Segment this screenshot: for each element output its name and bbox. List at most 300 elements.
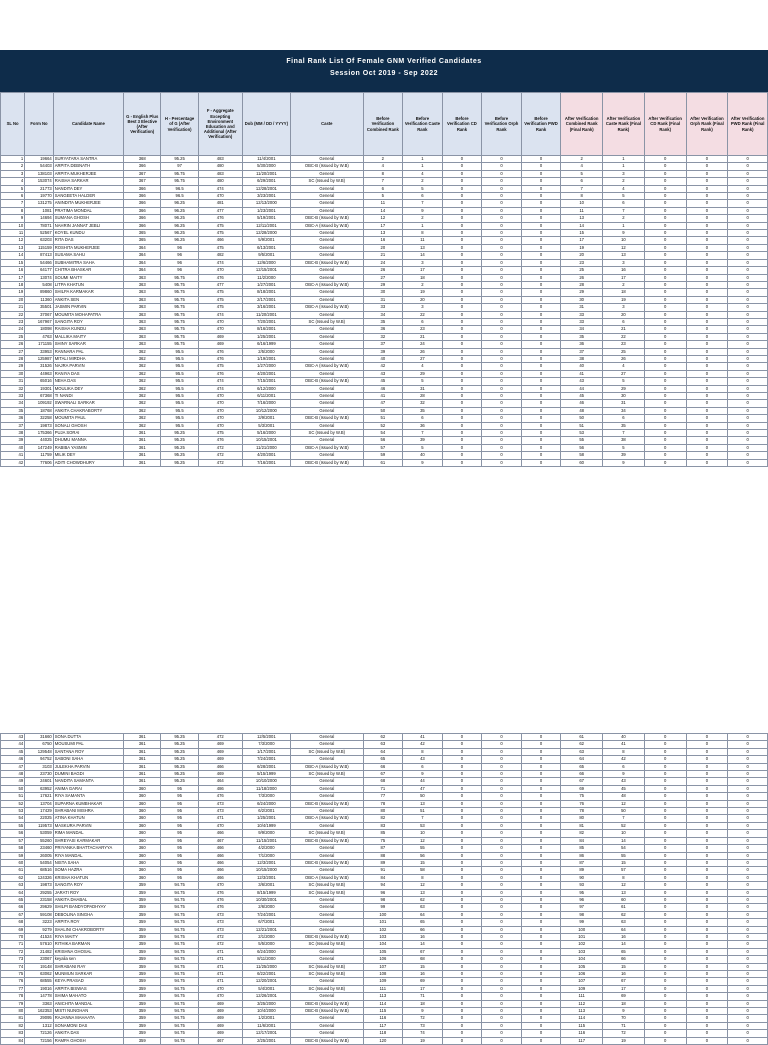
cell-before-orph-rank: 0 bbox=[482, 415, 522, 422]
cell-after-orph-rank: 0 bbox=[686, 185, 728, 192]
cell-candidate-name: RIYA SAMANTA bbox=[53, 793, 123, 800]
table-row bbox=[1, 882, 768, 889]
cell-form-no: 14694 bbox=[25, 215, 54, 222]
cell-before-orph-rank: 0 bbox=[482, 904, 522, 911]
cell-before-pwd-rank: 0 bbox=[521, 200, 561, 207]
cell-candidate-name: ARPITA DEBNATH bbox=[53, 163, 123, 170]
cell-before-orph-rank: 0 bbox=[482, 926, 522, 933]
cell-form-no: 54403 bbox=[25, 163, 54, 170]
cell-before-caste-rank: 41 bbox=[403, 734, 443, 741]
cell-after-cd-rank: 0 bbox=[644, 904, 686, 911]
cell-sl-no: 47 bbox=[1, 763, 25, 770]
cell-h-percentage: 94.75 bbox=[161, 978, 198, 985]
cell-caste: General bbox=[291, 237, 364, 244]
cell-before-pwd-rank: 0 bbox=[521, 252, 561, 259]
cell-before-combined-rank: 6 bbox=[363, 185, 403, 192]
cell-before-orph-rank: 0 bbox=[482, 763, 522, 770]
cell-candidate-name: ANICHITA MANDAL bbox=[53, 1000, 123, 1007]
cell-dob: 11/20/2001 bbox=[242, 170, 290, 177]
cell-before-combined-rank: 105 bbox=[363, 948, 403, 955]
cell-dob: 6/16/1999 bbox=[242, 341, 290, 348]
cell-before-orph-rank: 0 bbox=[482, 985, 522, 992]
cell-form-no: 17621 bbox=[25, 793, 54, 800]
cell-before-caste-rank: 2 bbox=[403, 178, 443, 185]
cell-after-combined-rank: 82 bbox=[561, 830, 603, 837]
cell-form-no: 23730 bbox=[25, 771, 54, 778]
cell-after-cd-rank: 0 bbox=[644, 237, 686, 244]
cell-form-no: 153074 bbox=[25, 178, 54, 185]
cell-sl-no: 58 bbox=[1, 845, 25, 852]
cell-caste: OBC-B (Issued by W.B) bbox=[291, 1037, 364, 1044]
cell-before-pwd-rank: 0 bbox=[521, 867, 561, 874]
cell-candidate-name: SHIMA MAHATO bbox=[53, 993, 123, 1000]
cell-after-caste-rank: 5 bbox=[603, 378, 645, 385]
cell-h-percentage: 95 bbox=[161, 815, 198, 822]
cell-after-cd-rank: 0 bbox=[644, 274, 686, 281]
cell-sl-no: 74 bbox=[1, 963, 25, 970]
cell-before-orph-rank: 0 bbox=[482, 941, 522, 948]
cell-after-combined-rank: 38 bbox=[561, 355, 603, 362]
cell-after-pwd-rank: 0 bbox=[728, 318, 768, 325]
cell-before-pwd-rank: 0 bbox=[521, 904, 561, 911]
cell-before-combined-rank: 111 bbox=[363, 985, 403, 992]
cell-after-cd-rank: 0 bbox=[644, 889, 686, 896]
cell-after-cd-rank: 0 bbox=[644, 185, 686, 192]
cell-after-orph-rank: 0 bbox=[686, 326, 728, 333]
cell-after-combined-rank: 29 bbox=[561, 289, 603, 296]
cell-sl-no: 9 bbox=[1, 215, 25, 222]
cell-after-caste-rank: 71 bbox=[603, 1022, 645, 1029]
cell-after-pwd-rank: 0 bbox=[728, 289, 768, 296]
cell-sl-no: 66 bbox=[1, 904, 25, 911]
cell-after-cd-rank: 0 bbox=[644, 911, 686, 918]
cell-before-pwd-rank: 0 bbox=[521, 971, 561, 978]
cell-after-combined-rank: 50 bbox=[561, 415, 603, 422]
cell-after-combined-rank: 117 bbox=[561, 1037, 603, 1044]
cell-dob: 12/15/2001 bbox=[242, 267, 290, 274]
cell-h-percentage: 95.25 bbox=[161, 778, 198, 785]
cell-after-pwd-rank: 0 bbox=[728, 207, 768, 214]
cell-h-percentage: 95.75 bbox=[161, 333, 198, 340]
cell-before-combined-rank: 100 bbox=[363, 911, 403, 918]
cell-before-caste-rank: 62 bbox=[403, 896, 443, 903]
cell-dob: 7/3/2000 bbox=[242, 741, 290, 748]
cell-h-percentage: 95.25 bbox=[161, 771, 198, 778]
cell-before-caste-rank: 6 bbox=[403, 318, 443, 325]
cell-caste: General bbox=[291, 207, 364, 214]
cell-candidate-name: RAJANNA MAHAATA bbox=[53, 1015, 123, 1022]
cell-before-caste-rank: 14 bbox=[403, 252, 443, 259]
table-row bbox=[1, 748, 768, 755]
cell-before-caste-rank: 11 bbox=[403, 237, 443, 244]
cell-g-marks: 366 bbox=[124, 200, 161, 207]
cell-after-combined-rank: 25 bbox=[561, 267, 603, 274]
cell-before-combined-rank: 17 bbox=[363, 222, 403, 229]
cell-after-combined-rank: 10 bbox=[561, 200, 603, 207]
cell-candidate-name: PRATIMA MONDAL bbox=[53, 207, 123, 214]
cell-form-no: 131275 bbox=[25, 200, 54, 207]
cell-before-pwd-rank: 0 bbox=[521, 933, 561, 940]
cell-form-no: 4763 bbox=[25, 333, 54, 340]
cell-form-no: 63062 bbox=[25, 971, 54, 978]
cell-g-marks: 361 bbox=[124, 444, 161, 451]
cell-after-orph-rank: 0 bbox=[686, 437, 728, 444]
cell-after-combined-rank: 87 bbox=[561, 859, 603, 866]
cell-after-combined-rank: 35 bbox=[561, 333, 603, 340]
header-before-caste-rank: Before Verification Caste Rank bbox=[403, 93, 443, 156]
cell-before-pwd-rank: 0 bbox=[521, 289, 561, 296]
cell-after-caste-rank: 72 bbox=[603, 1030, 645, 1037]
cell-before-pwd-rank: 0 bbox=[521, 156, 561, 163]
cell-before-combined-rank: 67 bbox=[363, 771, 403, 778]
table-row bbox=[1, 237, 768, 244]
cell-h-percentage: 96.5 bbox=[161, 185, 198, 192]
cell-after-cd-rank: 0 bbox=[644, 971, 686, 978]
table-row bbox=[1, 993, 768, 1000]
cell-candidate-name: KRISHNA GHOSAL bbox=[53, 948, 123, 955]
cell-after-cd-rank: 0 bbox=[644, 793, 686, 800]
cell-caste: SC (Issued by W.B) bbox=[291, 889, 364, 896]
cell-dob: 1/25/2001 bbox=[242, 333, 290, 340]
cell-before-caste-rank: 13 bbox=[403, 889, 443, 896]
cell-after-caste-rank: 52 bbox=[603, 822, 645, 829]
table-row bbox=[1, 904, 768, 911]
cell-after-pwd-rank: 0 bbox=[728, 859, 768, 866]
cell-sl-no: 60 bbox=[1, 859, 25, 866]
cell-after-cd-rank: 0 bbox=[644, 734, 686, 741]
cell-form-no: 13704 bbox=[25, 800, 54, 807]
cell-before-pwd-rank: 0 bbox=[521, 385, 561, 392]
cell-caste: OBC-B (Issued by W.B) bbox=[291, 800, 364, 807]
cell-h-percentage: 95 bbox=[161, 830, 198, 837]
cell-g-marks: 359 bbox=[124, 993, 161, 1000]
cell-before-caste-rank: 21 bbox=[403, 333, 443, 340]
table-row bbox=[1, 407, 768, 414]
cell-form-no: 1312 bbox=[25, 1022, 54, 1029]
cell-before-caste-rank: 10 bbox=[403, 830, 443, 837]
cell-g-marks: 360 bbox=[124, 815, 161, 822]
cell-dob: 7/1/2000 bbox=[242, 852, 290, 859]
cell-after-cd-rank: 0 bbox=[644, 163, 686, 170]
table-row bbox=[1, 985, 768, 992]
cell-before-pwd-rank: 0 bbox=[521, 919, 561, 926]
cell-after-caste-rank: 21 bbox=[603, 326, 645, 333]
cell-g-marks: 359 bbox=[124, 882, 161, 889]
cell-before-orph-rank: 0 bbox=[482, 244, 522, 251]
cell-after-cd-rank: 0 bbox=[644, 178, 686, 185]
cell-h-percentage: 96.25 bbox=[161, 200, 198, 207]
cell-g-marks: 360 bbox=[124, 859, 161, 866]
cell-after-combined-rank: 103 bbox=[561, 948, 603, 955]
cell-before-caste-rank: 18 bbox=[403, 1000, 443, 1007]
cell-after-pwd-rank: 0 bbox=[728, 896, 768, 903]
cell-f-aggregate: 471 bbox=[198, 956, 242, 963]
cell-form-no: 33953 bbox=[25, 348, 54, 355]
cell-form-no: 31660 bbox=[25, 734, 54, 741]
cell-after-combined-rank: 58 bbox=[561, 452, 603, 459]
cell-h-percentage: 94.75 bbox=[161, 1015, 198, 1022]
cell-f-aggregate: 466 bbox=[198, 874, 242, 881]
cell-candidate-name: ARPITA MUKHERJEE bbox=[53, 170, 123, 177]
cell-g-marks: 362 bbox=[124, 385, 161, 392]
cell-before-caste-rank: 6 bbox=[403, 193, 443, 200]
cell-after-orph-rank: 0 bbox=[686, 985, 728, 992]
cell-after-cd-rank: 0 bbox=[644, 926, 686, 933]
cell-f-aggregate: 476 bbox=[198, 215, 242, 222]
cell-form-no: 77606 bbox=[25, 459, 54, 466]
cell-form-no: 68516 bbox=[25, 867, 54, 874]
cell-before-pwd-rank: 0 bbox=[521, 874, 561, 881]
cell-dob: 5/4/2001 bbox=[242, 985, 290, 992]
cell-before-cd-rank: 0 bbox=[442, 1037, 482, 1044]
cell-before-caste-rank: 39 bbox=[403, 437, 443, 444]
cell-before-cd-rank: 0 bbox=[442, 178, 482, 185]
cell-before-orph-rank: 0 bbox=[482, 311, 522, 318]
cell-after-orph-rank: 0 bbox=[686, 956, 728, 963]
cell-candidate-name: ROSHITA MUKHERJEE bbox=[53, 244, 123, 251]
cell-dob: 12/20/2001 bbox=[242, 978, 290, 985]
cell-after-pwd-rank: 0 bbox=[728, 267, 768, 274]
cell-f-aggregate: 475 bbox=[198, 430, 242, 437]
cell-g-marks: 359 bbox=[124, 1000, 161, 1007]
cell-after-pwd-rank: 0 bbox=[728, 830, 768, 837]
cell-before-pwd-rank: 0 bbox=[521, 785, 561, 792]
cell-f-aggregate: 472 bbox=[198, 933, 242, 940]
cell-f-aggregate: 473 bbox=[198, 800, 242, 807]
cell-form-no: 21482 bbox=[25, 948, 54, 955]
cell-h-percentage: 97 bbox=[161, 163, 198, 170]
cell-form-no: 147249 bbox=[25, 444, 54, 451]
cell-candidate-name: ARPITA BISWAS bbox=[53, 985, 123, 992]
cell-f-aggregate: 476 bbox=[198, 274, 242, 281]
cell-dob: 1/25/2001 bbox=[242, 815, 290, 822]
header-before-cd-rank: Before Verification CD Rank bbox=[442, 93, 482, 156]
cell-after-combined-rank: 2 bbox=[561, 156, 603, 163]
cell-h-percentage: 94.75 bbox=[161, 911, 198, 918]
cell-after-orph-rank: 0 bbox=[686, 1008, 728, 1015]
cell-dob: 10/4/1999 bbox=[242, 822, 290, 829]
cell-f-aggregate: 469 bbox=[198, 741, 242, 748]
session-subtitle: Session Oct 2019 - Sep 2022 bbox=[329, 70, 439, 77]
table-row bbox=[1, 170, 768, 177]
cell-before-orph-rank: 0 bbox=[482, 156, 522, 163]
cell-f-aggregate: 482 bbox=[198, 252, 242, 259]
cell-caste: OBC-B (Issued by W.B) bbox=[291, 1008, 364, 1015]
cell-caste: OBC-B (Issued by W.B) bbox=[291, 259, 364, 266]
cell-g-marks: 366 bbox=[124, 185, 161, 192]
cell-before-combined-rank: 87 bbox=[363, 845, 403, 852]
cell-before-cd-rank: 0 bbox=[442, 926, 482, 933]
cell-after-caste-rank: 8 bbox=[603, 874, 645, 881]
cell-before-cd-rank: 0 bbox=[442, 763, 482, 770]
cell-before-caste-rank: 56 bbox=[403, 852, 443, 859]
cell-before-combined-rank: 45 bbox=[363, 378, 403, 385]
cell-candidate-name: KEYA PRASAD bbox=[53, 978, 123, 985]
cell-before-cd-rank: 0 bbox=[442, 748, 482, 755]
cell-after-combined-rank: 116 bbox=[561, 1030, 603, 1037]
cell-form-no: 72156 bbox=[25, 1037, 54, 1044]
cell-f-aggregate: 467 bbox=[198, 1037, 242, 1044]
cell-after-cd-rank: 0 bbox=[644, 252, 686, 259]
cell-before-combined-rank: 84 bbox=[363, 874, 403, 881]
cell-after-pwd-rank: 0 bbox=[728, 452, 768, 459]
cell-caste: General bbox=[291, 926, 364, 933]
cell-f-aggregate: 470 bbox=[198, 415, 242, 422]
cell-caste: General bbox=[291, 274, 364, 281]
table-row bbox=[1, 956, 768, 963]
cell-g-marks: 359 bbox=[124, 941, 161, 948]
cell-after-combined-rank: 45 bbox=[561, 393, 603, 400]
cell-after-cd-rank: 0 bbox=[644, 822, 686, 829]
cell-before-combined-rank: 51 bbox=[363, 415, 403, 422]
cell-after-caste-rank: 14 bbox=[603, 837, 645, 844]
cell-caste: General bbox=[291, 896, 364, 903]
cell-dob: 11/21/2000 bbox=[242, 444, 290, 451]
cell-h-percentage: 95.75 bbox=[161, 311, 198, 318]
cell-candidate-name: SUSAMA SAHU bbox=[53, 252, 123, 259]
cell-dob: 3/9/2001 bbox=[242, 415, 290, 422]
cell-after-pwd-rank: 0 bbox=[728, 363, 768, 370]
cell-before-orph-rank: 0 bbox=[482, 978, 522, 985]
cell-before-orph-rank: 0 bbox=[482, 867, 522, 874]
cell-g-marks: 359 bbox=[124, 896, 161, 903]
cell-f-aggregate: 475 bbox=[198, 296, 242, 303]
cell-before-cd-rank: 0 bbox=[442, 808, 482, 815]
cell-after-cd-rank: 0 bbox=[644, 956, 686, 963]
cell-caste: General bbox=[291, 741, 364, 748]
cell-g-marks: 365 bbox=[124, 230, 161, 237]
cell-caste: General bbox=[291, 422, 364, 429]
cell-dob: 11/20/2001 bbox=[242, 311, 290, 318]
cell-candidate-name: RIYA MANDAL bbox=[53, 852, 123, 859]
cell-before-combined-rank: 102 bbox=[363, 926, 403, 933]
cell-caste: OBC-A (Issued by W.B) bbox=[291, 444, 364, 451]
cell-after-orph-rank: 0 bbox=[686, 193, 728, 200]
cell-after-caste-rank: 19 bbox=[603, 296, 645, 303]
cell-sl-no: 54 bbox=[1, 815, 25, 822]
cell-before-orph-rank: 0 bbox=[482, 859, 522, 866]
cell-after-orph-rank: 0 bbox=[686, 793, 728, 800]
cell-before-orph-rank: 0 bbox=[482, 963, 522, 970]
cell-after-caste-rank: 69 bbox=[603, 993, 645, 1000]
cell-sl-no: 57 bbox=[1, 837, 25, 844]
cell-form-no: 11360 bbox=[25, 296, 54, 303]
cell-after-caste-rank: 17 bbox=[603, 985, 645, 992]
cell-before-caste-rank: 4 bbox=[403, 170, 443, 177]
cell-before-orph-rank: 0 bbox=[482, 1000, 522, 1007]
cell-before-orph-rank: 0 bbox=[482, 889, 522, 896]
table-row bbox=[1, 837, 768, 844]
cell-after-cd-rank: 0 bbox=[644, 859, 686, 866]
cell-caste: General bbox=[291, 778, 364, 785]
cell-dob: 11/2/2000 bbox=[242, 274, 290, 281]
cell-h-percentage: 95.75 bbox=[161, 281, 198, 288]
cell-after-pwd-rank: 0 bbox=[728, 348, 768, 355]
cell-after-orph-rank: 0 bbox=[686, 785, 728, 792]
cell-before-orph-rank: 0 bbox=[482, 230, 522, 237]
cell-after-pwd-rank: 0 bbox=[728, 793, 768, 800]
cell-form-no: 72126 bbox=[25, 1030, 54, 1037]
cell-g-marks: 361 bbox=[124, 763, 161, 770]
cell-sl-no: 3 bbox=[1, 170, 25, 177]
cell-before-caste-rank: 40 bbox=[403, 452, 443, 459]
cell-g-marks: 360 bbox=[124, 808, 161, 815]
table-row bbox=[1, 815, 768, 822]
cell-dob: 9/5/2001 bbox=[242, 252, 290, 259]
cell-dob: 12/5/2001 bbox=[242, 734, 290, 741]
cell-before-orph-rank: 0 bbox=[482, 237, 522, 244]
cell-h-percentage: 96.25 bbox=[161, 237, 198, 244]
cell-after-orph-rank: 0 bbox=[686, 156, 728, 163]
cell-after-orph-rank: 0 bbox=[686, 919, 728, 926]
cell-after-orph-rank: 0 bbox=[686, 370, 728, 377]
cell-candidate-name: SHILPI BANDYOPADHYAY bbox=[53, 904, 123, 911]
cell-after-pwd-rank: 0 bbox=[728, 459, 768, 466]
cell-before-orph-rank: 0 bbox=[482, 200, 522, 207]
cell-g-marks: 360 bbox=[124, 822, 161, 829]
cell-after-cd-rank: 0 bbox=[644, 867, 686, 874]
cell-after-pwd-rank: 0 bbox=[728, 933, 768, 940]
cell-after-pwd-rank: 0 bbox=[728, 852, 768, 859]
cell-before-cd-rank: 0 bbox=[442, 741, 482, 748]
cell-h-percentage: 96 bbox=[161, 267, 198, 274]
cell-before-caste-rank: 64 bbox=[403, 911, 443, 918]
table-row bbox=[1, 193, 768, 200]
cell-h-percentage: 95 bbox=[161, 793, 198, 800]
cell-caste: OBC-B (Issued by W.B) bbox=[291, 163, 364, 170]
cell-candidate-name: DHUMU MANNA bbox=[53, 437, 123, 444]
cell-after-pwd-rank: 0 bbox=[728, 355, 768, 362]
cell-before-cd-rank: 0 bbox=[442, 993, 482, 1000]
cell-after-combined-rank: 34 bbox=[561, 326, 603, 333]
header-candidate-name: Candidate Name bbox=[53, 93, 123, 156]
cell-before-cd-rank: 0 bbox=[442, 771, 482, 778]
cell-after-orph-rank: 0 bbox=[686, 911, 728, 918]
cell-before-caste-rank: 8 bbox=[403, 748, 443, 755]
cell-g-marks: 365 bbox=[124, 237, 161, 244]
cell-after-combined-rank: 30 bbox=[561, 296, 603, 303]
cell-after-orph-rank: 0 bbox=[686, 385, 728, 392]
cell-before-caste-rank: 19 bbox=[403, 1037, 443, 1044]
cell-after-orph-rank: 0 bbox=[686, 763, 728, 770]
cell-before-combined-rank: 96 bbox=[363, 889, 403, 896]
cell-caste: General bbox=[291, 385, 364, 392]
cell-sl-no: 17 bbox=[1, 274, 25, 281]
table-row bbox=[1, 289, 768, 296]
cell-before-pwd-rank: 0 bbox=[521, 852, 561, 859]
cell-before-caste-rank: 26 bbox=[403, 348, 443, 355]
cell-after-cd-rank: 0 bbox=[644, 193, 686, 200]
cell-after-combined-rank: 19 bbox=[561, 244, 603, 251]
cell-after-cd-rank: 0 bbox=[644, 459, 686, 466]
cell-after-orph-rank: 0 bbox=[686, 971, 728, 978]
table-row bbox=[1, 1030, 768, 1037]
cell-candidate-name: RANNARA PAL bbox=[53, 348, 123, 355]
cell-after-cd-rank: 0 bbox=[644, 800, 686, 807]
cell-after-orph-rank: 0 bbox=[686, 1000, 728, 1007]
table-row bbox=[1, 978, 768, 985]
cell-sl-no: 31 bbox=[1, 378, 25, 385]
cell-after-caste-rank: 2 bbox=[603, 281, 645, 288]
cell-candidate-name: DUMINI BAGDI bbox=[53, 771, 123, 778]
cell-candidate-name: RIMA MANDAL bbox=[53, 830, 123, 837]
cell-caste: General bbox=[291, 170, 364, 177]
cell-before-pwd-rank: 0 bbox=[521, 244, 561, 251]
cell-caste: OBC-B (Issued by W.B) bbox=[291, 859, 364, 866]
cell-before-pwd-rank: 0 bbox=[521, 734, 561, 741]
cell-f-aggregate: 474 bbox=[198, 311, 242, 318]
cell-g-marks: 362 bbox=[124, 407, 161, 414]
